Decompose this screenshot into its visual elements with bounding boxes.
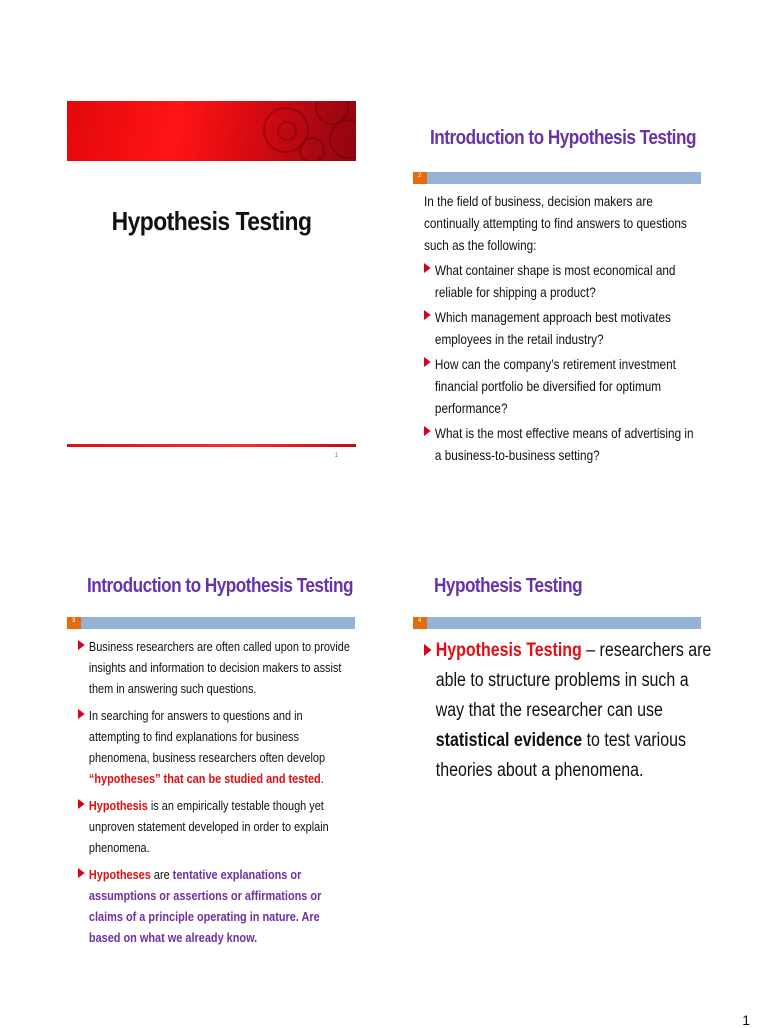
slide-3-bullet [78,795,354,858]
bullet-text: What container shape is most economical and reliable for shipping a product? [434,262,676,300]
slide-4-header-bar [413,617,701,629]
slide-1-title: Hypothesis Testing [111,206,312,236]
bullet-arrow-icon [424,263,431,273]
slide-4-number-box [413,617,427,629]
bullet-arrow-icon [424,426,431,436]
slide-2-body [424,190,701,466]
slide-4-body [424,636,718,786]
bullet-text: – researchers are able to structure problems in such a way that the researcher can use [435,640,712,721]
bullet-bold: statistical evidence [435,730,583,751]
slide-3-bullet [78,864,354,948]
slide-1-number: 1 [334,453,338,459]
bullet-arrow-icon [424,310,431,320]
bullet-highlight: tentative explanations or assumptions or assertions or affirmations or claims of a principle operating in nature. Are based on what we already know. [88,867,322,945]
term-hypothesis-testing: Hypothesis Testing [435,640,582,661]
bullet-arrow-icon [78,640,85,650]
slide-4-bullet [424,636,718,786]
bullet-text: How can the company’s retirement investment financial portfolio be diversified for optimum performance? [434,356,676,416]
bullet-text-end: . [320,771,324,786]
bullet-arrow-icon [424,357,431,367]
page-number: 1 [742,1012,750,1028]
bullet-text: Business researchers are often called upon to provide insights and information to decision makers to assist them in answering such questions. [88,639,350,696]
bullet-text: are [150,867,173,882]
slide-2-bullet [424,259,701,303]
slide-3-title: Introduction to Hypothesis Testing [87,575,353,597]
bullet-arrow-icon [78,868,85,878]
slide-2-number: 2 [418,173,422,179]
bullet-text: In searching for answers to questions and in attempting to find explanations for business phenomena, business researchers often develop [88,708,326,765]
slide-4-number: 4 [418,618,422,624]
slide-3-bullet [78,636,354,699]
bullet-text: What is the most effective means of advertising in a business-to-business setting? [434,425,694,463]
slide-4-title: Hypothesis Testing [434,575,583,597]
slide-2-intro: In the field of business, decision makers are continually attempting to find answers to questions such as the following: [424,193,687,253]
slide-1-red-banner [67,101,356,161]
slide-1-red-rule [67,444,356,447]
slide-3-number-box [67,617,81,629]
slide-2-bullet [424,422,701,466]
slide-2-number-box [413,172,427,184]
bullet-arrow-icon [78,709,85,719]
slide-3-header-bar [67,617,355,629]
slide-2-header-bar [413,172,701,184]
slide-2-title: Introduction to Hypothesis Testing [430,127,696,149]
slide-2-bullet [424,353,701,419]
slide-3-body [78,636,354,954]
slide-3-bullet [78,705,354,789]
bullet-text: Which management approach best motivates employees in the retail industry? [434,309,671,347]
term-hypothesis: Hypothesis [88,798,148,813]
slide-3-number: 3 [72,618,76,624]
bullet-text: is an empirically testable though yet unproven statement developed in order to explain phenomena. [88,798,329,855]
slide-1 [67,101,356,466]
term-hypotheses: Hypotheses [88,867,151,882]
bullet-text-end: to test various theories about a phenomena. [435,730,686,781]
bullet-arrow-icon [424,644,432,656]
bullet-arrow-icon [78,799,85,809]
bullet-highlight: “hypotheses” that can be studied and tested [88,771,321,786]
slide-2-bullet [424,306,701,350]
